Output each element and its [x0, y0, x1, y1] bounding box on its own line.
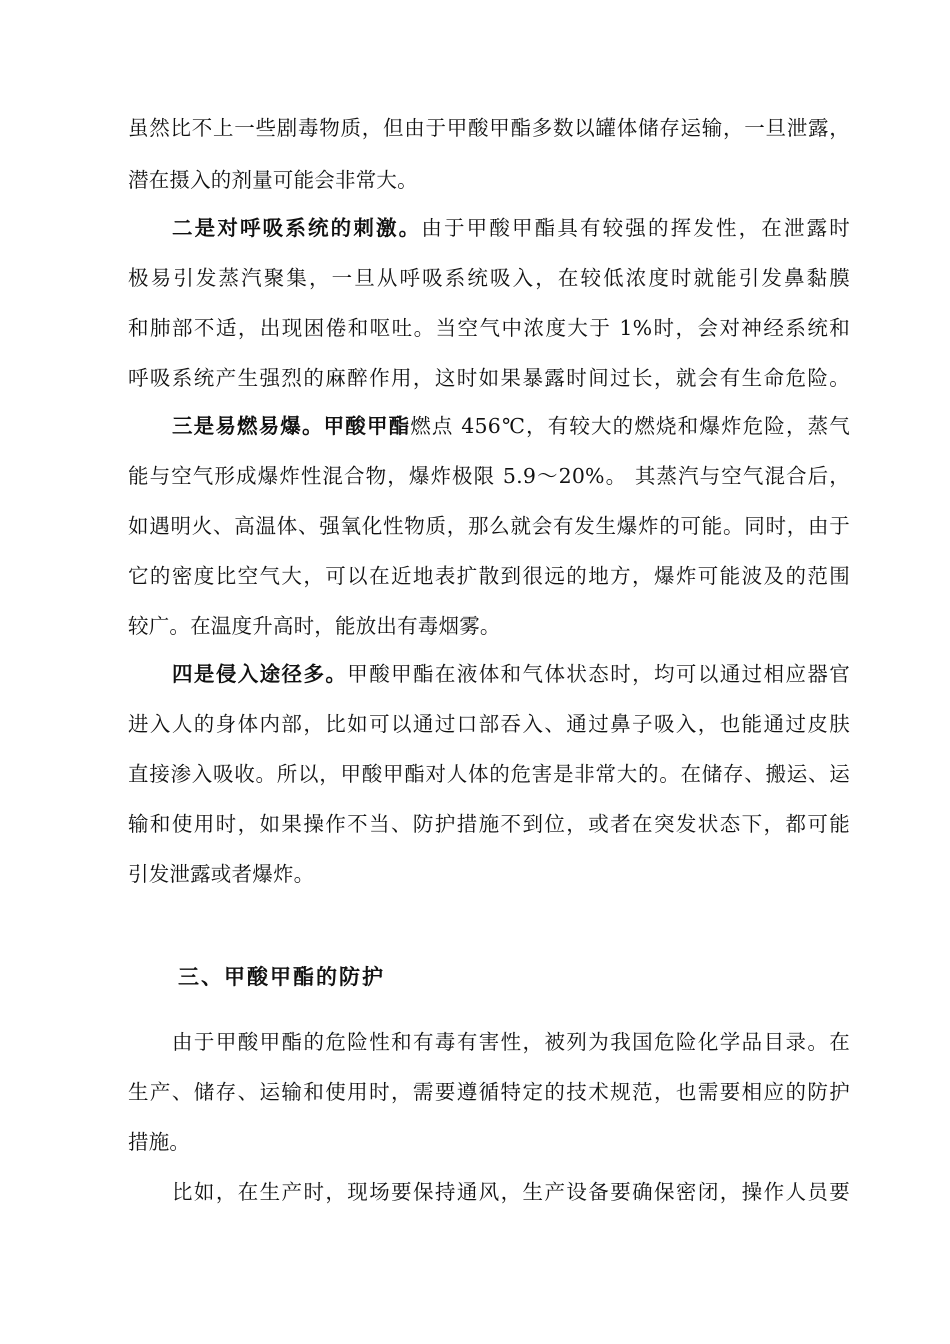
paragraph-first-line — [172, 414, 850, 438]
paragraph-line: 虽然比不上一些剧毒物质，但由于甲酸甲酯多数以罐体储存运输，一旦泄露， — [128, 116, 850, 140]
paragraph-line: 较广。在温度升高时，能放出有毒烟雾。 — [128, 614, 501, 638]
paragraph-lead: 三是易燃易爆。甲酸甲酯 — [172, 414, 411, 438]
paragraph-first-line — [172, 216, 850, 240]
paragraph-line: 直接渗入吸收。所以，甲酸甲酯对人体的危害是非常大的。在储存、搬运、运 — [128, 762, 850, 786]
paragraph-first-line: 比如，在生产时，现场要保持通风，生产设备要确保密闭，操作人员要 — [172, 1180, 850, 1204]
paragraph-line: 进入人的身体内部，比如可以通过口部吞入、通过鼻子吸入，也能通过皮肤 — [128, 712, 850, 736]
paragraph-lead: 四是侵入途径多。 — [172, 662, 348, 686]
paragraph-line: 能与空气形成爆炸性混合物，爆炸极限 5.9～20%。 其蒸汽与空气混合后， — [128, 464, 850, 488]
paragraph-lead: 二是对呼吸系统的刺激。 — [172, 216, 422, 240]
paragraph-line: 引发泄露或者爆炸。 — [128, 862, 315, 886]
paragraph-line: 生产、储存、运输和使用时，需要遵循特定的技术规范，也需要相应的防护 — [128, 1080, 850, 1104]
section-heading: 三、甲酸甲酯的防护 — [178, 964, 385, 989]
paragraph-line: 极易引发蒸汽聚集，一旦从呼吸系统吸入，在较低浓度时就能引发鼻黏膜 — [128, 266, 850, 290]
paragraph-line: 如遇明火、高温体、强氧化性物质，那么就会有发生爆炸的可能。同时，由于 — [128, 514, 850, 538]
paragraph-line: 和肺部不适，出现困倦和呕吐。当空气中浓度大于 1%时，会对神经系统和 — [128, 316, 850, 340]
paragraph-first-line — [172, 662, 850, 686]
paragraph-first-line: 由于甲酸甲酯的危险性和有毒有害性，被列为我国危险化学品目录。在 — [172, 1030, 850, 1054]
paragraph-text: 燃点 456℃，有较大的燃烧和爆炸危险，蒸气 — [410, 414, 850, 438]
paragraph-line: 措施。 — [128, 1130, 191, 1154]
paragraph-line: 呼吸系统产生强烈的麻醉作用，这时如果暴露时间过长，就会有生命危险。 — [128, 366, 850, 390]
paragraph-line: 潜在摄入的剂量可能会非常大。 — [128, 168, 418, 192]
paragraph-line: 它的密度比空气大，可以在近地表扩散到很远的地方，爆炸可能波及的范围 — [128, 564, 850, 588]
paragraph-text: 甲酸甲酯在液体和气体状态时，均可以通过相应器官 — [347, 662, 850, 686]
paragraph-line: 输和使用时，如果操作不当、防护措施不到位，或者在突发状态下，都可能 — [128, 812, 850, 836]
paragraph-text: 由于甲酸甲酯具有较强的挥发性，在泄露时 — [421, 216, 850, 240]
